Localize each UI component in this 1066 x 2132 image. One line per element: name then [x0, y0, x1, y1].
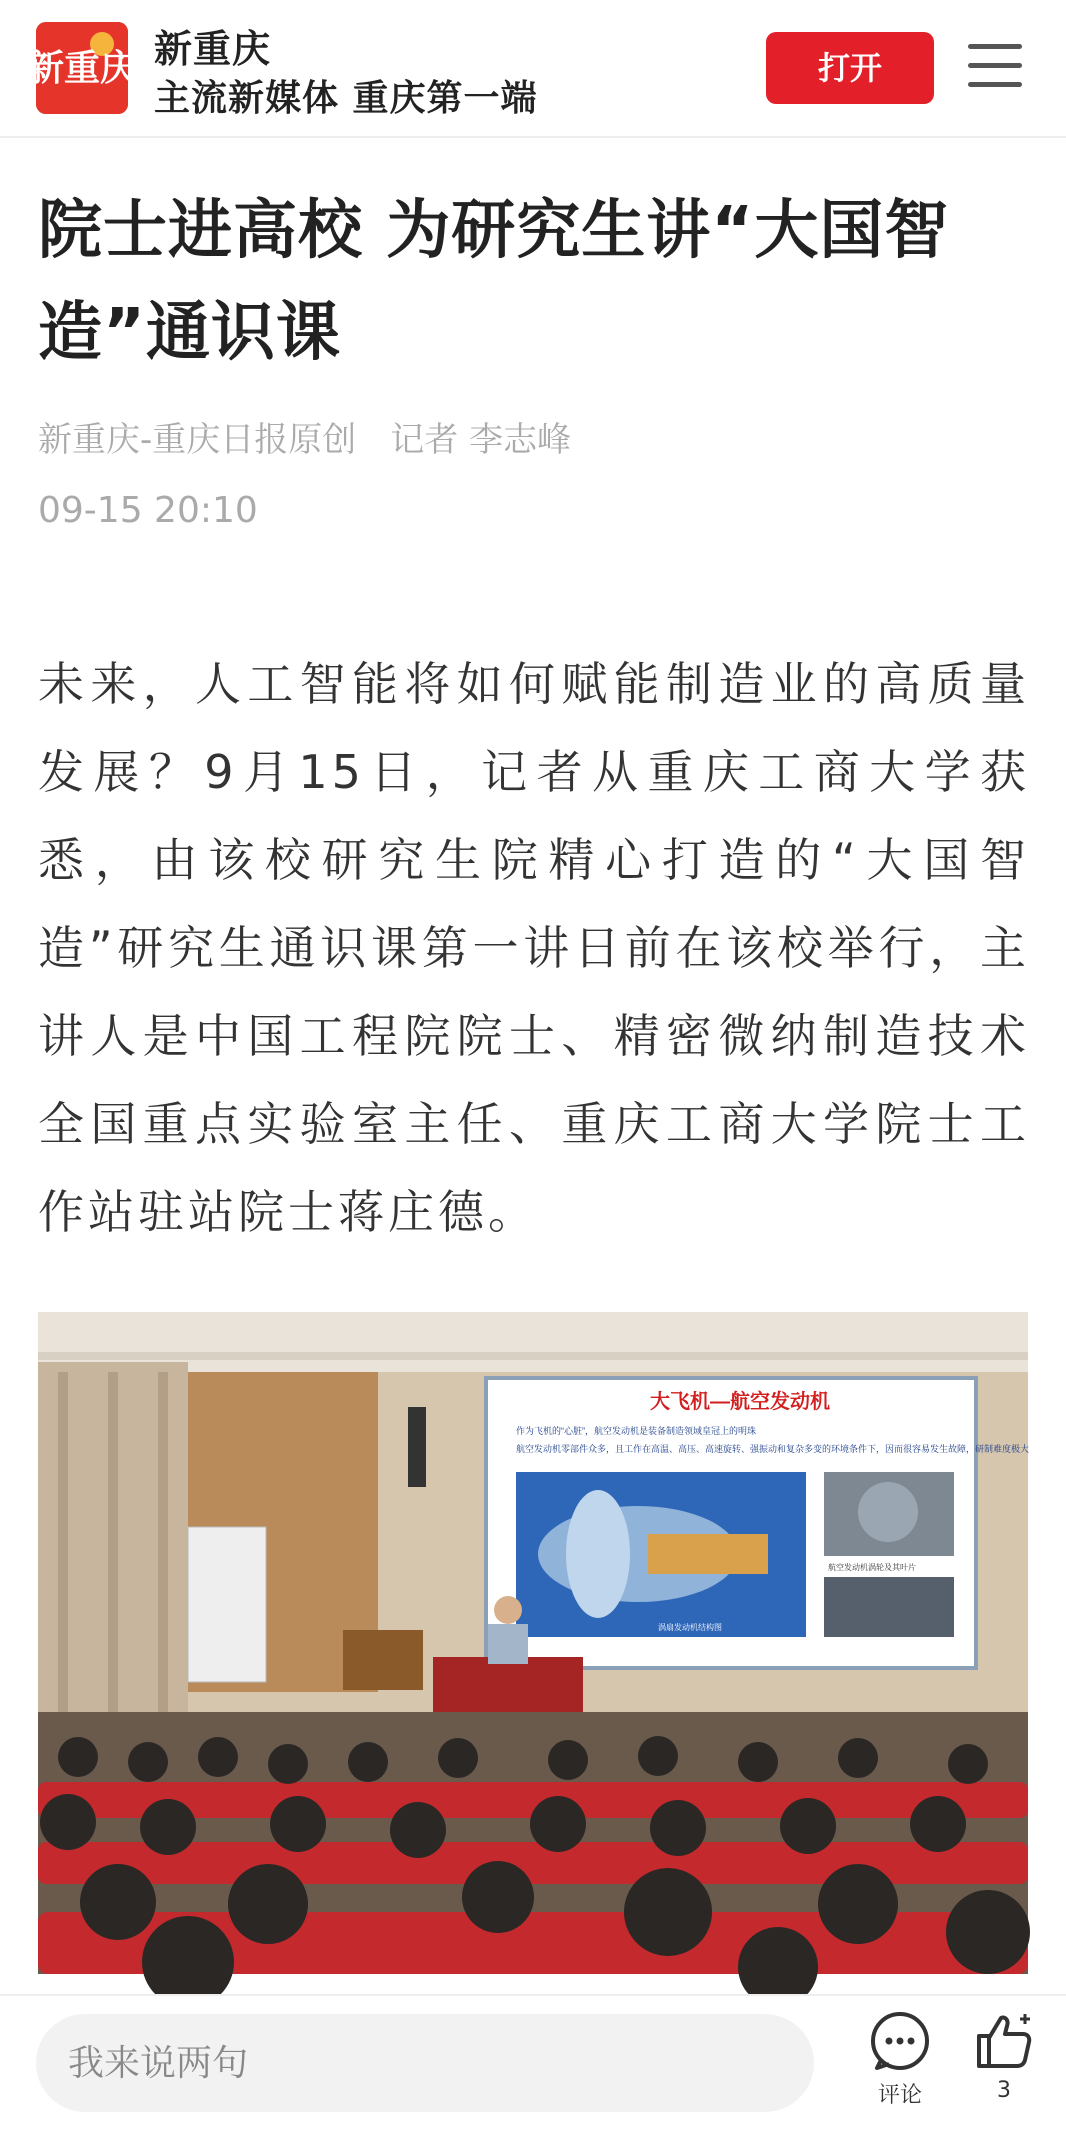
like-count: 3: [997, 2078, 1011, 2103]
article-photo[interactable]: [38, 1312, 1028, 1974]
logo-text: 新重庆: [27, 47, 137, 89]
brand-name: 新重庆: [154, 27, 272, 71]
app-logo[interactable]: [27, 22, 137, 114]
lecture-photo-illustration: [38, 1312, 1028, 1974]
comment-input[interactable]: [36, 2014, 814, 2112]
like-button[interactable]: [966, 2010, 1042, 2126]
bottom-action-bar: [0, 1994, 1066, 2132]
article-title: 院士进高校 为研究生讲“大国智造”通识课: [38, 194, 950, 370]
slide-bullet-1: 作为飞机的“心脏”，航空发动机是装备制造领域皇冠上的明珠: [516, 1426, 756, 1436]
menu-icon[interactable]: [968, 44, 1022, 88]
article-source: 新重庆-重庆日报原创 记者 李志峰: [38, 420, 572, 460]
article-body: 未来，人工智能将如何赋能制造业的高质量发展？9月15日，记者从重庆工商大学获悉，由该校研究生院精心打造的“大国智造”研究生通识课第一讲日前在该校举行，主讲人是中国工程院院士、精密微纳制造技术全国重点实验室主任、重庆工商大学院士工作站驻站院士蒋庄德。: [38, 657, 1030, 1239]
comment-label: 评论: [877, 2083, 922, 2108]
app-header: [0, 0, 1066, 138]
article-time: 09-15 20:10: [38, 490, 258, 531]
open-app-button[interactable]: 打开: [766, 32, 934, 104]
logo-icon: [27, 22, 137, 114]
comment-button[interactable]: [862, 2010, 938, 2126]
comment-icon: [869, 2010, 931, 2072]
slide-caption-right: 航空发动机涡轮及其叶片: [828, 1563, 916, 1572]
slide-caption-left: 涡扇发动机结构图: [658, 1623, 722, 1632]
brand-slogan: 主流新媒体 重庆第一端: [154, 78, 538, 119]
thumbs-up-icon: [973, 2010, 1035, 2072]
slide-bullet-2: 航空发动机零部件众多，且工作在高温、高压、高速旋转、强振动和复杂多变的环境条件下，因而很容易发生故障，研制难度极大: [516, 1444, 1030, 1454]
slide-title: 大飞机—航空发动机: [650, 1391, 830, 1413]
